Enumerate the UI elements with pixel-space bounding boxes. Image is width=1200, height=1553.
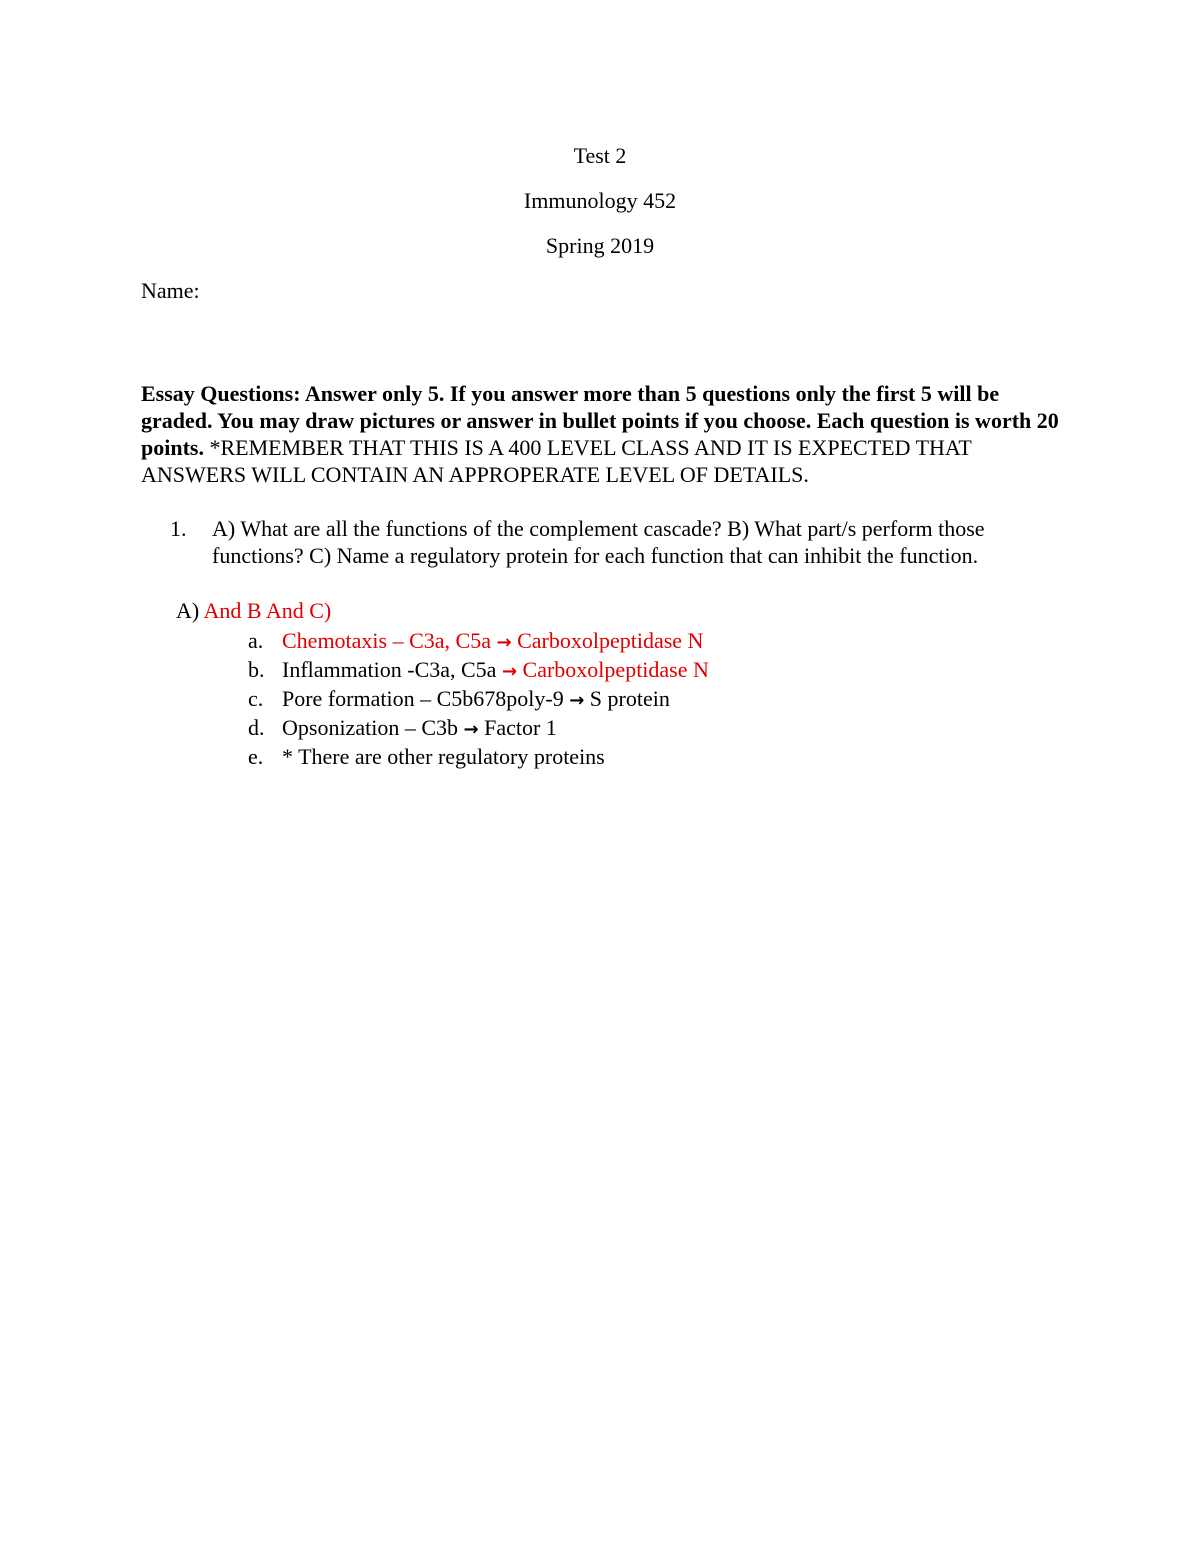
answer-item-d-function: Opsonization – C3b bbox=[282, 715, 458, 740]
answer-item-c-letter: c. bbox=[248, 686, 264, 711]
answer-item-d-regulator: Factor 1 bbox=[484, 715, 557, 740]
instructions bbox=[141, 380, 1061, 488]
question-1-text: A) What are all the functions of the complement cascade? B) What part/s perform those functions? C) Name a regulatory protein for each function that can inhibit the function. bbox=[212, 516, 985, 568]
right-arrow-icon: → bbox=[569, 690, 585, 711]
instructions-bold: Essay Questions: Answer only 5. If you answer more than 5 questions only the first 5 will be graded. You may draw pictures or answer in bullet points if you choose. Each question is worth 20 points. bbox=[141, 381, 1059, 460]
answer-item-c-function: Pore formation – C5b678poly-9 bbox=[282, 686, 564, 711]
answer-item-b bbox=[282, 656, 709, 685]
answer-item-c bbox=[282, 685, 670, 714]
answer-item-b-regulator: Carboxolpeptidase N bbox=[522, 657, 709, 682]
term: Spring 2019 bbox=[545, 233, 655, 258]
answer-item-e-letter: e. bbox=[248, 744, 264, 769]
answer-label-a: A) bbox=[176, 598, 200, 623]
answer-item-e: * There are other regulatory proteins bbox=[282, 744, 605, 769]
answer-item-b-letter: b. bbox=[248, 657, 265, 682]
right-arrow-icon: → bbox=[501, 661, 518, 682]
answer-item-d-letter: d. bbox=[248, 715, 265, 740]
question-1-number: 1. bbox=[170, 516, 187, 541]
answer-label bbox=[176, 597, 331, 624]
answer-item-a-letter: a. bbox=[248, 628, 264, 653]
course-name: Immunology 452 bbox=[523, 188, 677, 213]
right-arrow-icon: → bbox=[496, 632, 512, 653]
answer-item-a bbox=[282, 627, 703, 656]
answer-label-and: And B And C) bbox=[203, 598, 332, 623]
name-label: Name: bbox=[141, 278, 200, 303]
test-title: Test 2 bbox=[573, 143, 627, 168]
answer-item-a-function: Chemotaxis – C3a, C5a bbox=[282, 628, 491, 653]
answer-item-a-regulator: Carboxolpeptidase N bbox=[517, 628, 704, 653]
answer-item-c-regulator: S protein bbox=[589, 686, 670, 711]
answer-item-b-function: Inflammation -C3a, C5a bbox=[282, 657, 497, 682]
instructions-reminder: *REMEMBER THAT THIS IS A 400 LEVEL CLASS AND IT IS EXPECTED THAT ANSWERS WILL CONTAIN AN APPROPERATE LEVEL OF DETAILS. bbox=[141, 435, 972, 487]
answer-item-d bbox=[282, 714, 557, 743]
right-arrow-icon: → bbox=[463, 719, 479, 740]
